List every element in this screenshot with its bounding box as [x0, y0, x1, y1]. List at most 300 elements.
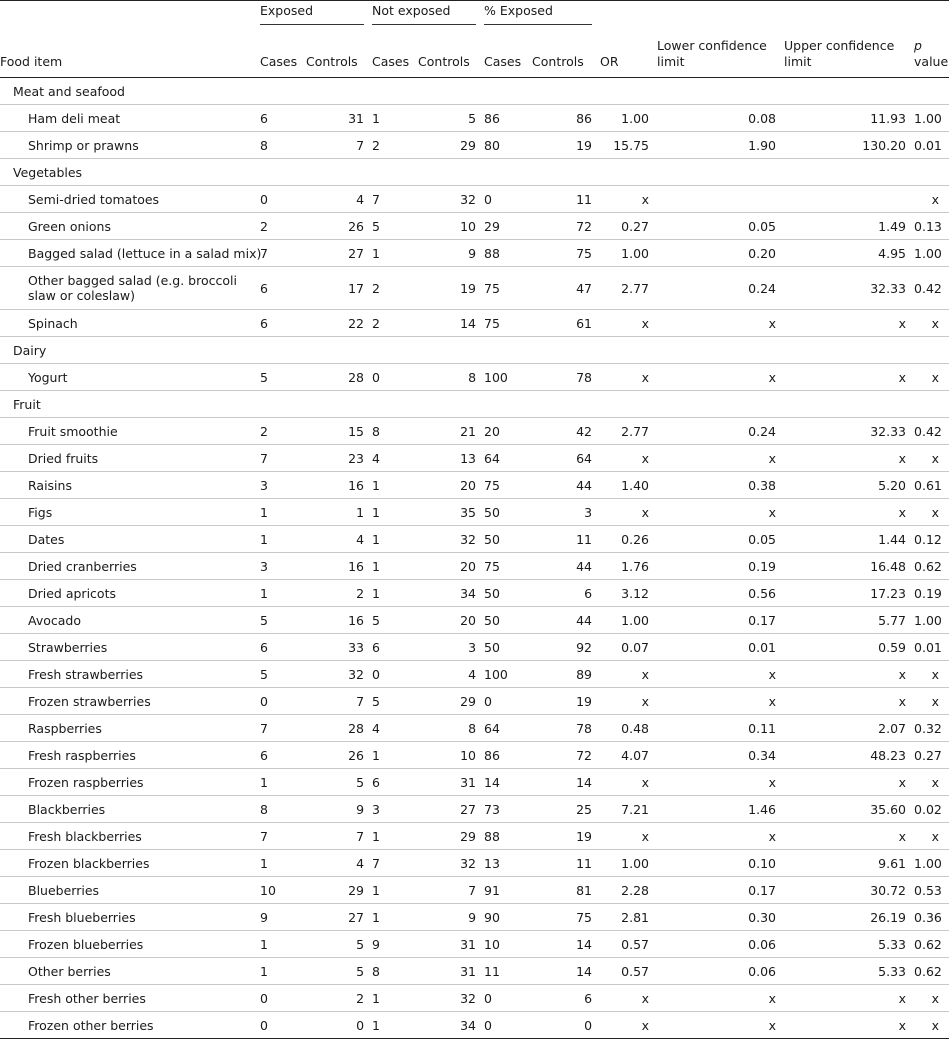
cell-not-exposed-cases: 1	[372, 553, 418, 580]
cell-pct-cases: 91	[484, 877, 532, 904]
cell-or: 2.28	[600, 877, 657, 904]
cell-exposed-cases: 6	[260, 105, 306, 132]
cell-food-item: Fresh blueberries	[28, 909, 136, 925]
cell-not-exposed-controls: 31	[418, 769, 484, 796]
cell-upper-cl: 35.60	[784, 796, 914, 823]
cell-or: 1.00	[600, 607, 657, 634]
cell-not-exposed-cases: 1	[372, 985, 418, 1012]
cell-exposed-controls: 28	[306, 364, 372, 391]
cell-or: 0.48	[600, 715, 657, 742]
cell-food-item: Other berries	[28, 963, 111, 979]
section-heading: Dairy	[0, 337, 949, 364]
table-row	[0, 310, 949, 337]
cell-p-value: 0.42	[914, 267, 949, 310]
cell-exposed-controls: 4	[306, 526, 372, 553]
cell-pct-controls: 14	[532, 769, 600, 796]
cell-exposed-cases: 7	[260, 240, 306, 267]
cell-exposed-controls: 23	[306, 445, 372, 472]
cell-food-item: Avocado	[28, 612, 81, 628]
cell-exposed-controls: 29	[306, 877, 372, 904]
table-row	[0, 186, 949, 213]
cell-or: 1.00	[600, 240, 657, 267]
cell-upper-cl: 17.23	[784, 580, 914, 607]
cell-food-item: Dried fruits	[28, 450, 99, 466]
cell-pct-cases: 86	[484, 105, 532, 132]
cell-upper-cl	[784, 186, 914, 213]
cell-food-item: Dried cranberries	[28, 558, 137, 574]
cell-not-exposed-controls: 29	[418, 132, 484, 159]
cell-p-value: 1.00	[914, 607, 949, 634]
cell-p-value: x	[914, 1012, 949, 1039]
cell-exposed-cases: 0	[260, 1012, 306, 1039]
cell-p-value: 0.27	[914, 742, 949, 769]
cell-pct-controls: 42	[532, 418, 600, 445]
cell-p-value: x	[914, 769, 949, 796]
cell-not-exposed-cases: 2	[372, 132, 418, 159]
cell-pct-controls: 81	[532, 877, 600, 904]
cell-not-exposed-cases: 0	[372, 364, 418, 391]
cell-p-value: x	[914, 823, 949, 850]
cell-exposed-cases: 9	[260, 904, 306, 931]
cell-food-item: Frozen blackberries	[28, 855, 150, 871]
cell-exposed-controls: 2	[306, 580, 372, 607]
cell-lower-cl: x	[657, 985, 784, 1012]
table-row	[0, 105, 949, 132]
cell-exposed-cases: 8	[260, 132, 306, 159]
cell-not-exposed-cases: 5	[372, 213, 418, 240]
cell-exposed-controls: 7	[306, 688, 372, 715]
cell-lower-cl: 0.30	[657, 904, 784, 931]
cell-pct-cases: 75	[484, 553, 532, 580]
table-row	[0, 850, 949, 877]
cell-pct-cases: 64	[484, 445, 532, 472]
cell-exposed-cases: 2	[260, 213, 306, 240]
cell-lower-cl: 0.17	[657, 607, 784, 634]
cell-p-value: x	[914, 661, 949, 688]
table-row	[0, 132, 949, 159]
table-row	[0, 240, 949, 267]
cell-pct-cases: 0	[484, 688, 532, 715]
cell-exposed-controls: 17	[306, 267, 372, 310]
cell-lower-cl: 0.17	[657, 877, 784, 904]
cell-p-value: 0.01	[914, 634, 949, 661]
cell-pct-controls: 44	[532, 607, 600, 634]
cell-pct-controls: 19	[532, 132, 600, 159]
cell-lower-cl: x	[657, 499, 784, 526]
table-row	[0, 364, 949, 391]
col-not-exposed-controls: Controls	[418, 25, 484, 78]
cell-upper-cl: 130.20	[784, 132, 914, 159]
cell-or: 1.76	[600, 553, 657, 580]
cell-not-exposed-controls: 27	[418, 796, 484, 823]
table-row	[0, 661, 949, 688]
cell-not-exposed-controls: 32	[418, 850, 484, 877]
cell-food-item: Blueberries	[28, 882, 100, 898]
group-not-exposed: Not exposed	[372, 3, 476, 25]
cell-exposed-cases: 8	[260, 796, 306, 823]
cell-food-item: Shrimp or prawns	[28, 137, 139, 153]
cell-not-exposed-cases: 1	[372, 823, 418, 850]
cell-not-exposed-cases: 2	[372, 267, 418, 310]
cell-p-value: 0.12	[914, 526, 949, 553]
cell-pct-controls: 89	[532, 661, 600, 688]
table-body	[0, 78, 949, 1039]
cell-lower-cl: 0.05	[657, 526, 784, 553]
cell-p-value: x	[914, 310, 949, 337]
cell-exposed-cases: 0	[260, 985, 306, 1012]
cell-food-item: Fresh other berries	[28, 990, 146, 1006]
cell-pct-controls: 44	[532, 553, 600, 580]
cell-p-value: 0.36	[914, 904, 949, 931]
cell-p-value: 0.32	[914, 715, 949, 742]
cell-or: 2.77	[600, 267, 657, 310]
cell-exposed-controls: 4	[306, 850, 372, 877]
cell-exposed-cases: 6	[260, 310, 306, 337]
cell-pct-cases: 0	[484, 186, 532, 213]
cell-or: 0.27	[600, 213, 657, 240]
cell-pct-controls: 75	[532, 240, 600, 267]
cell-exposed-cases: 1	[260, 580, 306, 607]
cell-pct-cases: 64	[484, 715, 532, 742]
cell-pct-controls: 75	[532, 904, 600, 931]
cell-pct-controls: 61	[532, 310, 600, 337]
cell-pct-cases: 13	[484, 850, 532, 877]
table-row	[0, 267, 949, 310]
cell-lower-cl: 1.46	[657, 796, 784, 823]
table-row	[0, 472, 949, 499]
cell-pct-controls: 19	[532, 688, 600, 715]
cell-lower-cl: x	[657, 688, 784, 715]
cell-not-exposed-cases: 9	[372, 931, 418, 958]
cell-food-item: Raspberries	[28, 720, 102, 736]
cell-p-value: x	[914, 445, 949, 472]
col-exposed-controls: Controls	[306, 25, 372, 78]
cell-or: x	[600, 186, 657, 213]
cell-not-exposed-controls: 5	[418, 105, 484, 132]
col-not-exposed-cases: Cases	[372, 25, 418, 78]
cell-p-value: x	[914, 364, 949, 391]
cell-exposed-cases: 0	[260, 688, 306, 715]
cell-food-item: Other bagged salad (e.g. broccoli slaw or coleslaw)	[28, 273, 237, 303]
cell-not-exposed-controls: 9	[418, 240, 484, 267]
cell-lower-cl: 0.38	[657, 472, 784, 499]
cell-or: x	[600, 661, 657, 688]
cell-exposed-controls: 9	[306, 796, 372, 823]
col-pct-cases: Cases	[484, 25, 532, 78]
cell-lower-cl: x	[657, 823, 784, 850]
col-lower-cl: Lower confidence limit	[657, 25, 784, 78]
cell-exposed-cases: 1	[260, 850, 306, 877]
cell-pct-controls: 0	[532, 1012, 600, 1039]
cell-p-value: 0.42	[914, 418, 949, 445]
cell-food-item: Raisins	[28, 477, 72, 493]
cell-pct-controls: 19	[532, 823, 600, 850]
cell-upper-cl: 5.20	[784, 472, 914, 499]
cell-not-exposed-cases: 1	[372, 499, 418, 526]
cell-exposed-controls: 33	[306, 634, 372, 661]
cell-exposed-controls: 1	[306, 499, 372, 526]
cell-not-exposed-controls: 29	[418, 823, 484, 850]
group-pct-exposed: % Exposed	[484, 3, 592, 25]
table-row	[0, 823, 949, 850]
cell-or: x	[600, 769, 657, 796]
cell-lower-cl: 0.19	[657, 553, 784, 580]
cell-lower-cl: 0.24	[657, 267, 784, 310]
cell-exposed-cases: 1	[260, 769, 306, 796]
cell-food-item: Bagged salad (lettuce in a salad mix)	[28, 245, 262, 261]
cell-exposed-controls: 31	[306, 105, 372, 132]
cell-exposed-controls: 27	[306, 240, 372, 267]
cell-not-exposed-cases: 7	[372, 186, 418, 213]
cell-not-exposed-controls: 10	[418, 742, 484, 769]
cell-exposed-controls: 7	[306, 823, 372, 850]
cell-p-value: 1.00	[914, 105, 949, 132]
table-row	[0, 499, 949, 526]
cell-pct-controls: 47	[532, 267, 600, 310]
cell-pct-controls: 86	[532, 105, 600, 132]
cell-exposed-controls: 27	[306, 904, 372, 931]
cell-food-item: Green onions	[28, 218, 111, 234]
cell-pct-cases: 0	[484, 1012, 532, 1039]
cell-pct-cases: 100	[484, 661, 532, 688]
cell-exposed-cases: 3	[260, 553, 306, 580]
cell-upper-cl: x	[784, 985, 914, 1012]
cell-exposed-controls: 0	[306, 1012, 372, 1039]
table-row	[0, 715, 949, 742]
cell-upper-cl: 5.33	[784, 931, 914, 958]
cell-or: x	[600, 310, 657, 337]
cell-upper-cl: x	[784, 769, 914, 796]
cell-or: 15.75	[600, 132, 657, 159]
cell-lower-cl: 0.10	[657, 850, 784, 877]
cell-lower-cl	[657, 186, 784, 213]
cell-exposed-cases: 10	[260, 877, 306, 904]
cell-not-exposed-controls: 14	[418, 310, 484, 337]
cell-pct-cases: 50	[484, 607, 532, 634]
cell-p-value: 0.02	[914, 796, 949, 823]
cell-not-exposed-controls: 31	[418, 931, 484, 958]
cell-lower-cl: 1.90	[657, 132, 784, 159]
cell-food-item: Fresh blackberries	[28, 828, 142, 844]
table-row	[0, 213, 949, 240]
cell-exposed-controls: 28	[306, 715, 372, 742]
cell-exposed-cases: 1	[260, 931, 306, 958]
cell-exposed-cases: 1	[260, 499, 306, 526]
col-or: OR	[600, 25, 657, 78]
cell-not-exposed-controls: 7	[418, 877, 484, 904]
cell-pct-controls: 72	[532, 213, 600, 240]
cell-pct-cases: 100	[484, 364, 532, 391]
cell-upper-cl: x	[784, 499, 914, 526]
cell-upper-cl: 5.77	[784, 607, 914, 634]
cell-p-value: 0.19	[914, 580, 949, 607]
cell-exposed-cases: 2	[260, 418, 306, 445]
cell-pct-controls: 25	[532, 796, 600, 823]
cell-upper-cl: 1.44	[784, 526, 914, 553]
cell-pct-cases: 75	[484, 267, 532, 310]
cell-or: x	[600, 364, 657, 391]
cell-lower-cl: 0.11	[657, 715, 784, 742]
cell-not-exposed-cases: 6	[372, 634, 418, 661]
cell-or: x	[600, 445, 657, 472]
cell-pct-controls: 11	[532, 850, 600, 877]
cell-lower-cl: x	[657, 769, 784, 796]
cell-not-exposed-cases: 1	[372, 1012, 418, 1039]
cell-lower-cl: 0.34	[657, 742, 784, 769]
table-row	[0, 742, 949, 769]
cell-pct-cases: 73	[484, 796, 532, 823]
cell-food-item: Fruit smoothie	[28, 423, 118, 439]
section-row-veg	[0, 159, 949, 186]
cell-not-exposed-cases: 8	[372, 418, 418, 445]
cell-not-exposed-cases: 4	[372, 715, 418, 742]
cell-or: 7.21	[600, 796, 657, 823]
cell-p-value: x	[914, 186, 949, 213]
cell-food-item: Ham deli meat	[28, 110, 121, 126]
cell-food-item: Blackberries	[28, 801, 106, 817]
cell-pct-cases: 86	[484, 742, 532, 769]
section-heading: Fruit	[0, 391, 949, 418]
cell-not-exposed-controls: 20	[418, 607, 484, 634]
cell-upper-cl: 2.07	[784, 715, 914, 742]
cell-exposed-cases: 6	[260, 267, 306, 310]
cell-exposed-cases: 5	[260, 661, 306, 688]
cell-food-item: Frozen blueberries	[28, 936, 144, 952]
cell-p-value: x	[914, 985, 949, 1012]
table-row	[0, 1012, 949, 1039]
section-row-meat	[0, 78, 949, 105]
cell-or: x	[600, 985, 657, 1012]
cell-not-exposed-controls: 10	[418, 213, 484, 240]
cell-food-item: Dried apricots	[28, 585, 116, 601]
cell-p-value: 0.53	[914, 877, 949, 904]
cell-pct-cases: 80	[484, 132, 532, 159]
cell-food-item: Yogurt	[28, 369, 68, 385]
group-exposed: Exposed	[260, 3, 364, 25]
cell-upper-cl: 32.33	[784, 418, 914, 445]
cell-pct-cases: 90	[484, 904, 532, 931]
cell-exposed-controls: 32	[306, 661, 372, 688]
cell-exposed-cases: 5	[260, 364, 306, 391]
cell-not-exposed-controls: 13	[418, 445, 484, 472]
cell-exposed-controls: 7	[306, 132, 372, 159]
table-header	[0, 1, 949, 78]
cell-lower-cl: 0.24	[657, 418, 784, 445]
cell-or: 0.26	[600, 526, 657, 553]
cell-pct-cases: 20	[484, 418, 532, 445]
cell-or: 0.57	[600, 958, 657, 985]
cell-or: 3.12	[600, 580, 657, 607]
table-row	[0, 877, 949, 904]
cell-pct-cases: 0	[484, 985, 532, 1012]
cell-not-exposed-controls: 21	[418, 418, 484, 445]
cell-or: 4.07	[600, 742, 657, 769]
cell-pct-cases: 29	[484, 213, 532, 240]
cell-exposed-cases: 1	[260, 526, 306, 553]
cell-not-exposed-controls: 3	[418, 634, 484, 661]
cell-not-exposed-controls: 20	[418, 553, 484, 580]
cell-upper-cl: x	[784, 688, 914, 715]
cell-food-item: Fresh strawberries	[28, 666, 144, 682]
cell-not-exposed-controls: 34	[418, 1012, 484, 1039]
cell-exposed-cases: 5	[260, 607, 306, 634]
cell-not-exposed-cases: 6	[372, 769, 418, 796]
cell-pct-controls: 11	[532, 526, 600, 553]
cell-not-exposed-cases: 1	[372, 742, 418, 769]
cell-not-exposed-controls: 9	[418, 904, 484, 931]
col-p-value	[914, 25, 949, 78]
cell-food-item: Spinach	[28, 315, 78, 331]
cell-or: 1.40	[600, 472, 657, 499]
cell-lower-cl: 0.06	[657, 958, 784, 985]
cell-not-exposed-controls: 34	[418, 580, 484, 607]
cell-pct-cases: 50	[484, 499, 532, 526]
cell-not-exposed-cases: 5	[372, 688, 418, 715]
cell-p-value: 0.61	[914, 472, 949, 499]
cell-lower-cl: 0.01	[657, 634, 784, 661]
cell-food-item: Frozen raspberries	[28, 774, 144, 790]
cell-food-item: Semi-dried tomatoes	[28, 191, 160, 207]
cell-p-value: 0.62	[914, 931, 949, 958]
cell-pct-controls: 14	[532, 958, 600, 985]
cell-lower-cl: x	[657, 445, 784, 472]
cell-upper-cl: 1.49	[784, 213, 914, 240]
cell-upper-cl: x	[784, 1012, 914, 1039]
cell-pct-cases: 50	[484, 634, 532, 661]
cell-pct-controls: 78	[532, 715, 600, 742]
cell-food-item: Fresh raspberries	[28, 747, 136, 763]
cell-or: 1.00	[600, 850, 657, 877]
cell-pct-cases: 88	[484, 823, 532, 850]
cell-not-exposed-controls: 8	[418, 715, 484, 742]
cell-food-item: Frozen other berries	[28, 1017, 154, 1033]
cell-or: x	[600, 499, 657, 526]
cell-pct-cases: 75	[484, 472, 532, 499]
col-food-item: Food item	[0, 25, 260, 78]
cell-pct-controls: 92	[532, 634, 600, 661]
cell-not-exposed-cases: 1	[372, 105, 418, 132]
cell-upper-cl: x	[784, 661, 914, 688]
cell-upper-cl: x	[784, 364, 914, 391]
cell-food-item: Figs	[28, 504, 53, 520]
header-group-row	[0, 1, 949, 26]
cell-p-value: 0.01	[914, 132, 949, 159]
cell-pct-controls: 72	[532, 742, 600, 769]
cell-upper-cl: 26.19	[784, 904, 914, 931]
cell-not-exposed-cases: 1	[372, 472, 418, 499]
cell-exposed-cases: 0	[260, 186, 306, 213]
cell-not-exposed-controls: 20	[418, 472, 484, 499]
cell-not-exposed-cases: 7	[372, 850, 418, 877]
cell-not-exposed-cases: 4	[372, 445, 418, 472]
cell-not-exposed-cases: 1	[372, 580, 418, 607]
cell-food-item: Strawberries	[28, 639, 108, 655]
cell-p-value: x	[914, 688, 949, 715]
cell-upper-cl: 16.48	[784, 553, 914, 580]
section-heading: Meat and seafood	[0, 78, 949, 105]
table-row	[0, 445, 949, 472]
table-row	[0, 607, 949, 634]
cell-pct-controls: 6	[532, 985, 600, 1012]
cell-exposed-cases: 7	[260, 445, 306, 472]
table-row	[0, 418, 949, 445]
cell-pct-controls: 64	[532, 445, 600, 472]
cell-p-value: 0.62	[914, 553, 949, 580]
table-row	[0, 796, 949, 823]
cell-not-exposed-controls: 31	[418, 958, 484, 985]
cell-lower-cl: 0.06	[657, 931, 784, 958]
cell-p-value: 1.00	[914, 850, 949, 877]
